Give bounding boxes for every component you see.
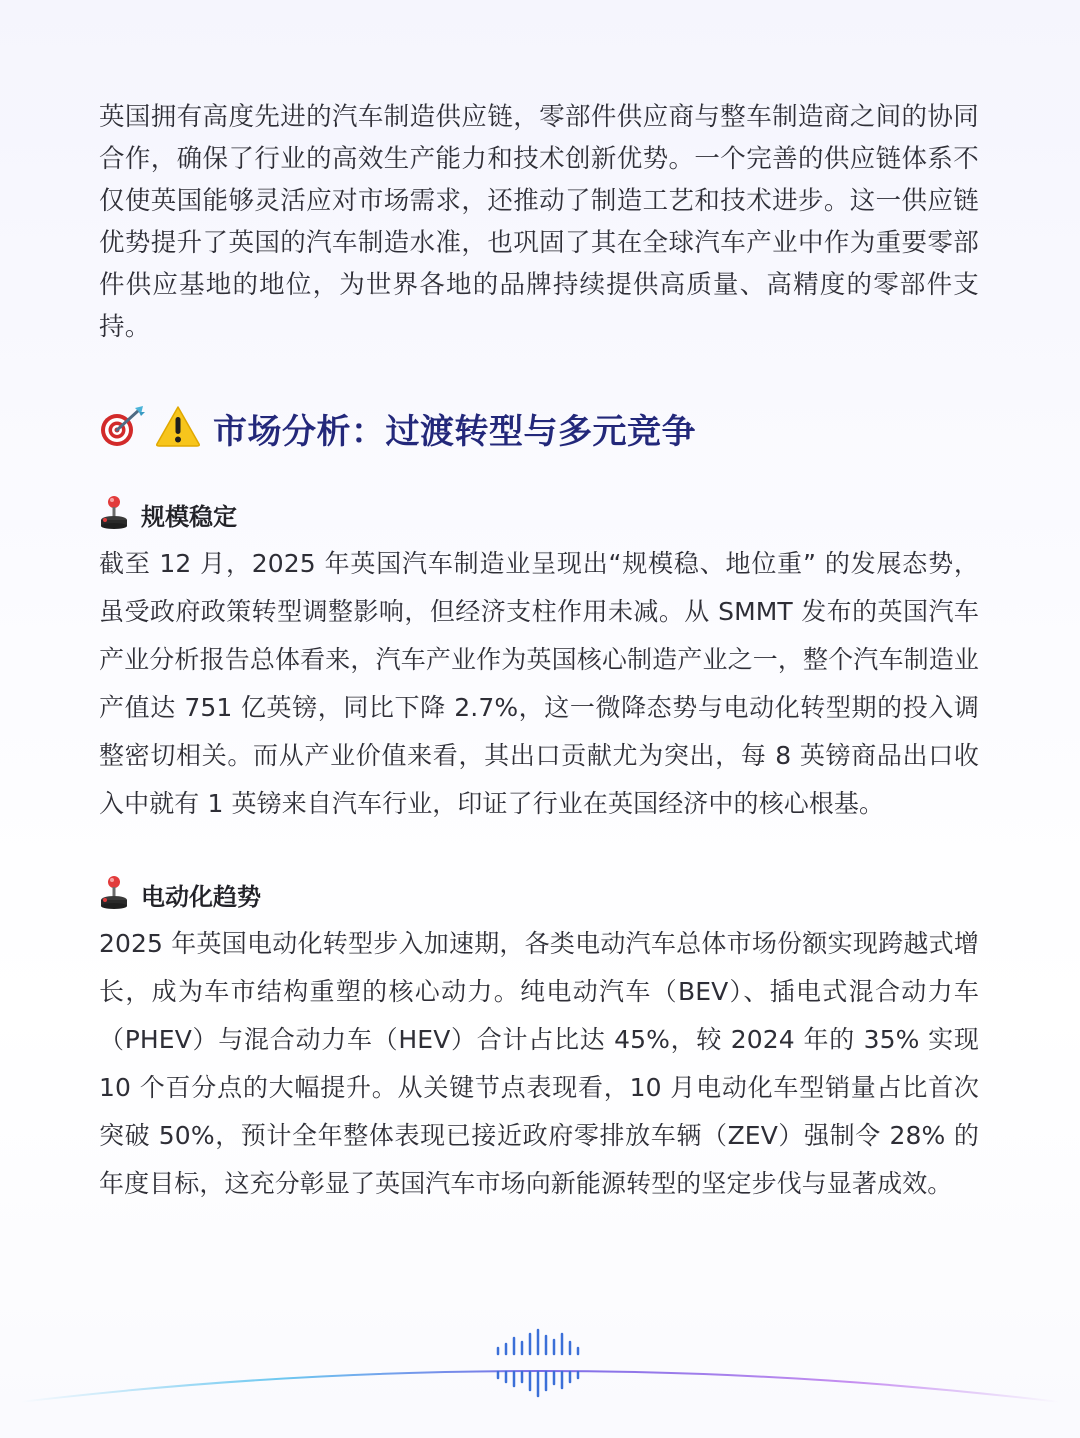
section-heading — [99, 398, 979, 458]
subsection-heading-electrification — [99, 874, 979, 914]
footer-decoration — [0, 1320, 1080, 1420]
subsection-paragraph: 截至 12 月，2025 年英国汽车制造业呈现出“规模稳、地位重” 的发展态势，虽受政府政策转型调整影响，但经济支柱作用未减。从 SMMT 发布的英国汽车产业分析报告总体看来，汽车产业作为英国核心制造产业之一，整个汽车制造业产值达 751 亿英镑，同比下降 2.7%，这一微降态势与电动化转型期的投入调整密切相关。而从产业价值来看，其出口贡献尤为突出，每 8 英镑商品出口收入中就有 1 英镑来自汽车行业，印证了行业在英国经济中的核心根基。 — [99, 549, 979, 818]
subsection-title: 电动化趋势 — [141, 882, 261, 911]
joystick-icon — [99, 875, 129, 913]
joystick-icon — [99, 495, 129, 533]
section-title: 市场分析：过渡转型与多元竞争 — [213, 411, 696, 452]
article-content — [99, 96, 979, 1208]
dart-target-icon — [99, 404, 147, 452]
subsection-title: 规模稳定 — [141, 502, 237, 531]
intro-paragraph: 英国拥有高度先进的汽车制造供应链，零部件供应商与整车制造商之间的协同合作，确保了行业的高效生产能力和技术创新优势。一个完善的供应链体系不仅使英国能够灵活应对市场需求，还推动了制造工艺和技术进步。这一供应链优势提升了英国的汽车制造水准，也巩固了其在全球汽车产业中作为重要零部件供应基地的地位，为世界各地的品牌持续提供高质量、高精度的零部件支持。 — [99, 102, 979, 342]
subsection-heading-scale — [99, 494, 979, 534]
soundwave-logo-icon — [0, 1320, 1080, 1420]
subsection-paragraph: 2025 年英国电动化转型步入加速期，各类电动汽车总体市场份额实现跨越式增长，成为车市结构重塑的核心动力。纯电动汽车（BEV）、插电式混合动力车（PHEV）与混合动力车（HEV）合计占比达 45%，较 2024 年的 35% 实现 10 个百分点的大幅提升。从关键节点表现看，10 月电动化车型销量占比首次突破 50%，预计全年整体表现已接近政府零排放车辆（ZEV）强制令 28% 的年度目标，这充分彰显了英国汽车市场向新能源转型的坚定步伐与显著成效。 — [99, 929, 979, 1198]
warning-icon — [155, 405, 201, 451]
